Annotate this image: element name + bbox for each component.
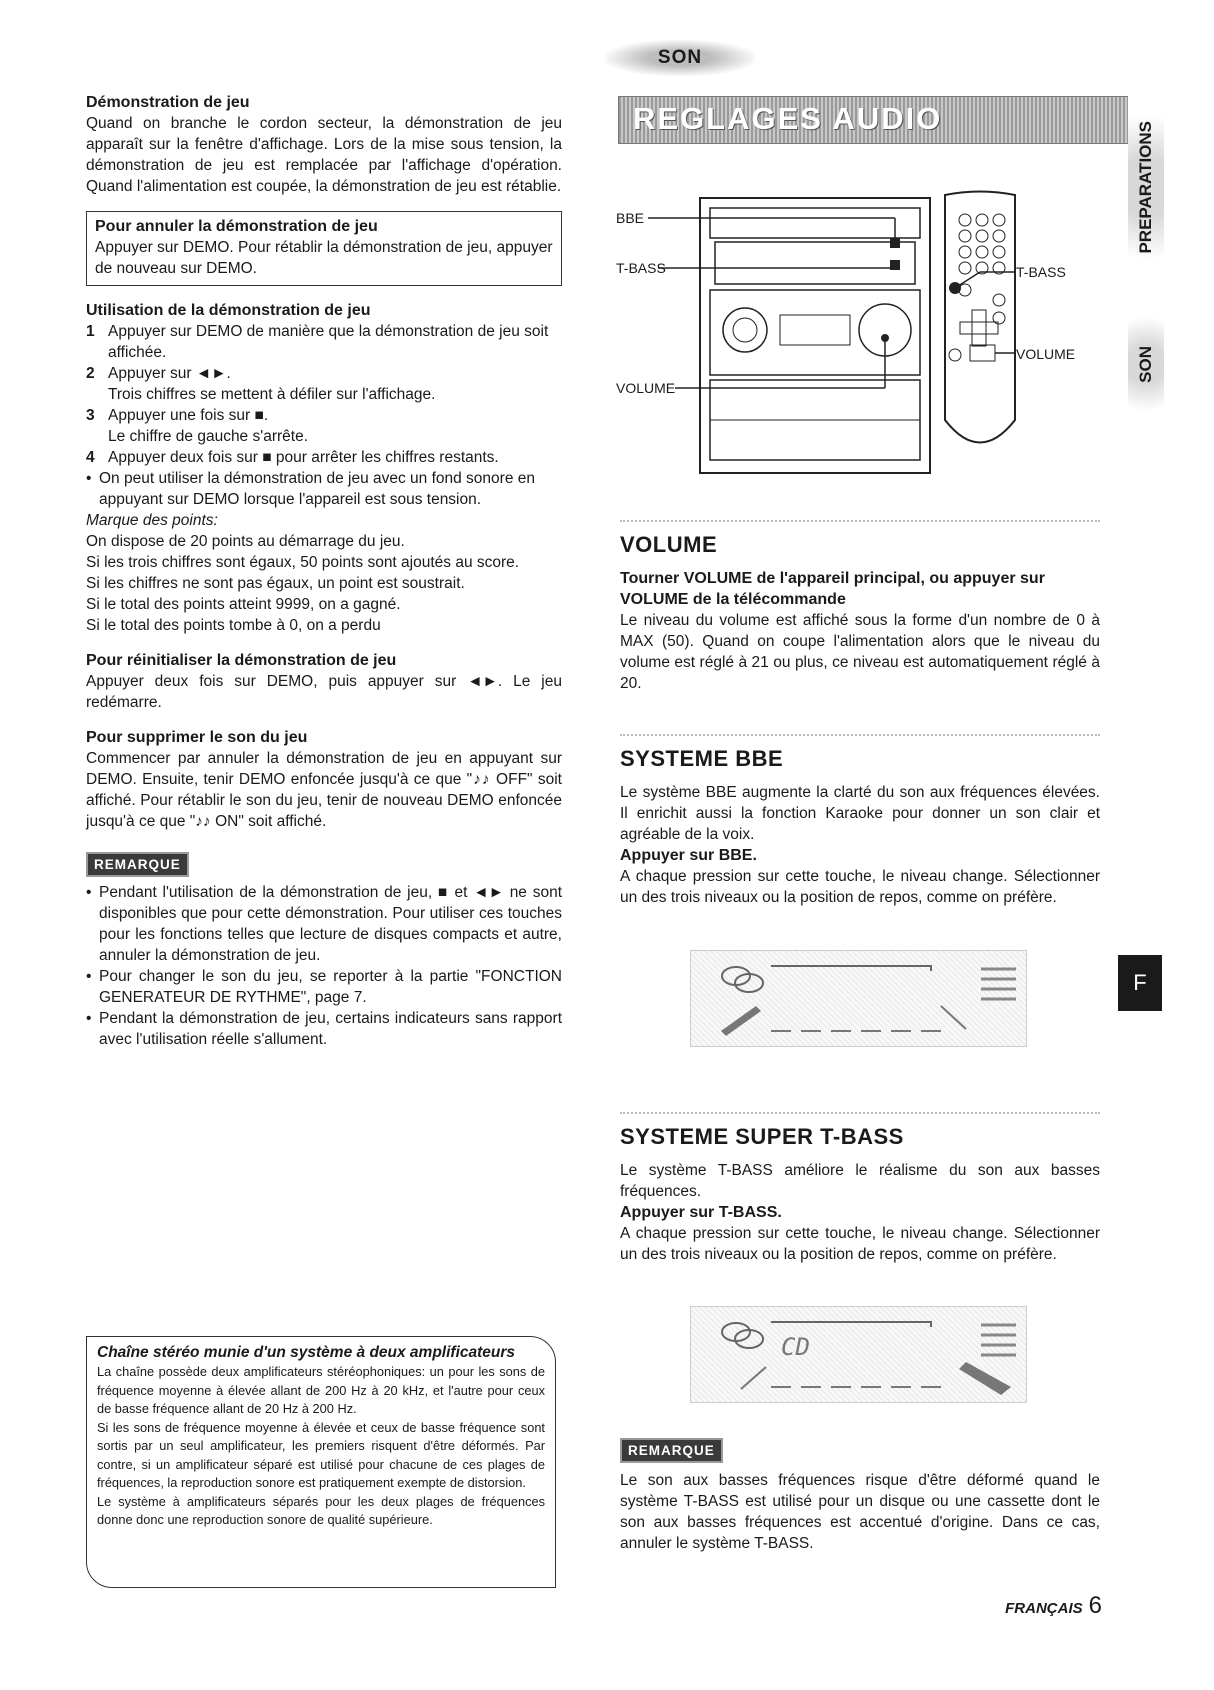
language-tab (1118, 955, 1162, 1011)
step: 3 Appuyer une fois sur ■. Le chiffre de gauche s'arrête. (86, 407, 308, 445)
stereo-text: La chaîne possède deux amplificateurs stéréophoniques: un pour les sons de fréquence moyenne à élevée allant de 200 Hz à 20 kHz, et l'autre pour ceux de basse fréquence allant de 20 Hz à 200 Hz. (97, 1364, 545, 1416)
stereo-illustration (620, 190, 1100, 490)
label-volume: VOLUME (616, 380, 676, 396)
tbass-text: Le système T-BASS améliore le réalisme du son aux basses fréquences. (620, 1162, 1100, 1200)
cancel-heading: Pour annuler la démonstration de jeu (95, 218, 378, 235)
footer-language: FRANÇAIS (1005, 1600, 1083, 1617)
tbass-text2: A chaque pression sur cette touche, le niveau change. Sélectionner un des trois niveaux ou la position de repos, comme on préfère. (620, 1225, 1100, 1263)
label-tbass-remote: T-BASS (1016, 264, 1066, 280)
footer (1005, 1592, 1102, 1620)
cancel-box (86, 211, 562, 286)
reset-text: Appuyer deux fois sur DEMO, puis appuyer sur ◄►. Le jeu redémarre. (86, 673, 562, 711)
device-diagram (616, 190, 1100, 490)
divider (620, 1112, 1100, 1114)
language-tab-label: F (1133, 970, 1147, 995)
side-tab-preparations (1128, 92, 1164, 282)
mute-heading: Pour supprimer le son du jeu (86, 729, 308, 746)
tbass-section (620, 1112, 1100, 1265)
lcd-cd-text: CD (781, 1333, 810, 1361)
volume-heading: VOLUME (620, 532, 718, 557)
step: 2 Appuyer sur ◄►. Trois chiffres se mettent à défiler sur l'affichage. (86, 365, 436, 403)
volume-subheading: Tourner VOLUME de l'appareil principal, ou appuyer sur VOLUME de la télécommande (620, 570, 1045, 608)
side-tab-son (1128, 304, 1164, 424)
page-title-bar (618, 96, 1132, 144)
bbe-text: Le système BBE augmente la clarté du son aux fréquences élevées. Il enrichit aussi la fonction Karaoke pour donner un son clair et agréable de la voix. (620, 784, 1100, 843)
mute-text: Commencer par annuler la démonstration de jeu en appuyant sur DEMO. Ensuite, tenir DEMO enfoncée jusqu'à ce que "♪♪ OFF" soit affiché. Pour rétablir le son du jeu, tenir de nouveau DEMO enfoncée jusqu'à ce que "♪♪ ON" soit affiché. (86, 750, 562, 830)
use-heading: Utilisation de la démonstration de jeu (86, 302, 371, 319)
remark-item: • Pour changer le son du jeu, se reporter à la partie "FONCTION GENERATEUR DE RYTHME", page 7. (86, 966, 562, 1008)
lcd-display-bbe (690, 950, 1027, 1047)
bbe-text2: A chaque pression sur cette touche, le niveau change. Sélectionner un des trois niveaux ou la position de repos, comme on préfère. (620, 868, 1100, 906)
label-volume-remote: VOLUME (1016, 346, 1076, 362)
remark-badge: REMARQUE (620, 1438, 723, 1463)
left-column (86, 92, 562, 1050)
tbass-heading: SYSTEME SUPER T-BASS (620, 1124, 904, 1149)
demo-heading: Démonstration de jeu (86, 94, 250, 111)
points-line: On dispose de 20 points au démarrage du jeu. (86, 533, 405, 550)
stereo-text: Si les sons de fréquence moyenne à élevée et ceux de basse fréquence sont sortis par un seul amplificateur, les premiers risquent d'être déformés. Par contre, si un amplificateur séparé est utilisé pour chacune de ces plages de fréquences, la reproduction sonore est pratiquement exempte de distorsion. (97, 1419, 545, 1490)
stereo-note-box (86, 1336, 556, 1588)
step: 1 Appuyer sur DEMO de manière que la démonstration de jeu soit affichée. (86, 323, 549, 361)
divider (620, 520, 1100, 522)
tbass-subheading: Appuyer sur T-BASS. (620, 1204, 782, 1221)
remark-item: • Pendant la démonstration de jeu, certains indicateurs sans rapport avec l'utilisation réelle s'allument. (86, 1008, 562, 1050)
remarks-list (86, 882, 562, 1050)
section-badge (605, 40, 755, 76)
points-line: Si les trois chiffres sont égaux, 50 points sont ajoutés au score. (86, 554, 520, 571)
page-title: REGLAGES AUDIO (633, 101, 943, 136)
remark-badge: REMARQUE (86, 852, 189, 877)
bbe-heading: SYSTEME BBE (620, 746, 784, 771)
bbe-subheading: Appuyer sur BBE. (620, 847, 757, 864)
tbass-remark (620, 1442, 1100, 1554)
side-tab-label: SON (1136, 345, 1155, 383)
points-line: Si le total des points tombe à 0, on a perdu (86, 617, 381, 634)
points-line: Si les chiffres ne sont pas égaux, un point est soustrait. (86, 575, 465, 592)
step: 4 Appuyer deux fois sur ■ pour arrêter les chiffres restants. (86, 449, 499, 466)
steps-list (86, 321, 562, 468)
label-bbe: BBE (616, 210, 645, 226)
cancel-text: Appuyer sur DEMO. Pour rétablir la démonstration de jeu, appuyer de nouveau sur DEMO. (95, 239, 553, 277)
lcd-graphic (691, 1307, 1026, 1402)
demo-text: Quand on branche le cordon secteur, la démonstration de jeu apparaît sur la fenêtre d'affichage. Lors de la mise sous tension, la démonstration de jeu est remplacée par l'affichage d'opération. Quand l'alimentation est coupée, la démonstration de jeu est rétablie. (86, 115, 562, 195)
points-heading: Marque des points: (86, 512, 218, 529)
reset-heading: Pour réinitialiser la démonstration de jeu (86, 652, 397, 669)
points-line: Si le total des points atteint 9999, on a gagné. (86, 596, 401, 613)
volume-text: Le niveau du volume est affiché sous la forme d'un nombre de 0 à MAX (50). Quand on coupe l'alimentation alors que le niveau du volume est réglé à 21 ou plus, ce niveau est automatiquement réglé à 20. (620, 612, 1100, 692)
lcd-graphic (691, 951, 1026, 1046)
remark-item: • Pendant l'utilisation de la démonstration de jeu, ■ et ◄► ne sont disponibles que pour cette démonstration. Pour utiliser ces touches pour les fonctions telles que lecture de disques compacts et autre, annuler la démonstration de jeu. (86, 882, 562, 966)
use-bullet-list (86, 468, 562, 510)
divider (620, 734, 1100, 736)
section-label: SON (657, 47, 703, 68)
right-column (620, 520, 1100, 908)
label-tbass: T-BASS (616, 260, 666, 276)
stereo-text: Le système à amplificateurs séparés pour les deux plages de fréquences donne donc une reproduction sonore de qualité supérieure. (97, 1493, 545, 1527)
side-tab-label: PREPARATIONS (1136, 120, 1155, 254)
tbass-remark-text: Le son aux basses fréquences risque d'être déformé quand le système T-BASS est utilisé pour un disque ou une cassette dont le son aux basses fréquences est accentué d'origine. Dans ce cas, annuler le système T-BASS. (620, 1472, 1100, 1552)
page-number: 6 (1088, 1592, 1102, 1619)
stereo-heading: Chaîne stéréo munie d'un système à deux amplificateurs (97, 1344, 516, 1361)
use-bullet: • On peut utiliser la démonstration de jeu avec un fond sonore en appuyant sur DEMO lorsque l'appareil est sous tension. (86, 468, 562, 510)
lcd-display-tbass (690, 1306, 1027, 1403)
